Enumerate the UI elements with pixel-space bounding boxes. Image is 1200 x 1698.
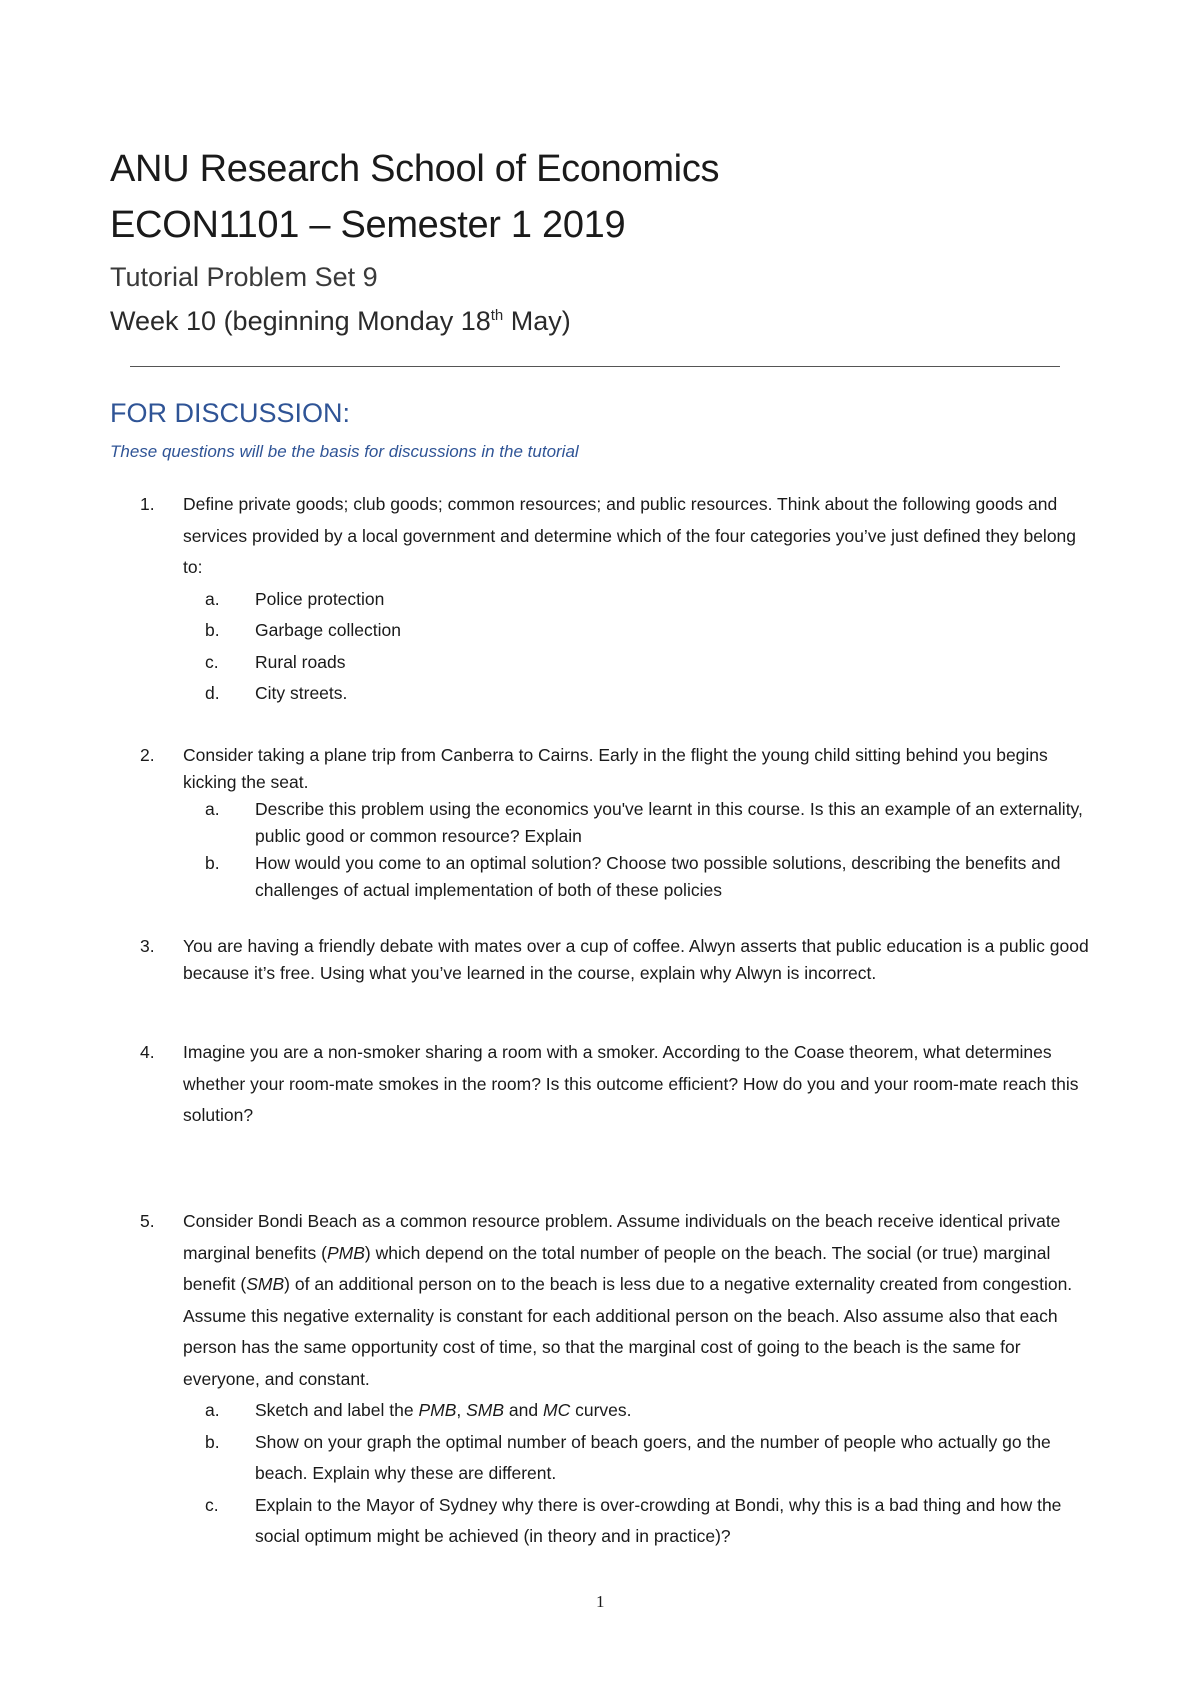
sub-text: How would you come to an optimal solution? Choose two possible solutions, describing the benefits and challenges of actual implementation of both of these policies — [255, 853, 1061, 900]
list-item — [183, 678, 1100, 710]
question-1 — [140, 489, 1100, 710]
sub-letter: c. — [205, 1494, 219, 1515]
question-number: 5. — [140, 1211, 155, 1231]
question-text — [183, 1206, 1100, 1395]
question-text-part: Consider Bondi Beach as a common resource problem. Assume individuals on the beach receive identical private marginal benefits ( — [183, 1211, 1061, 1263]
smb-term: SMB — [466, 1400, 505, 1420]
list-item — [183, 1427, 1100, 1490]
pmb-term: PMB — [418, 1400, 457, 1420]
sub-letter: c. — [205, 651, 219, 672]
sub-letter: b. — [205, 1431, 220, 1452]
sub-text: , — [456, 1400, 467, 1420]
question-4 — [140, 1037, 1100, 1132]
question-2 — [140, 742, 1100, 904]
question-text-part: ) which depend on the total number of people on the beach. The social (or true) marginal benefit ( — [183, 1242, 1051, 1294]
header-divider — [130, 366, 1060, 367]
sub-letter: b. — [205, 620, 220, 640]
sub-text: curves. — [570, 1400, 632, 1420]
sub-question-list — [183, 584, 1100, 710]
question-text: Define private goods; club goods; common resources; and public resources. Think about the following goods and services provided by a local government and determine which of the four categories you’ve just defined they belong to: — [183, 494, 1077, 577]
question-text-part: ) of an additional person on to the beach is less due to a negative externality created from congestion. Assume this negative externality is constant for each additional person on the beach. Also assume also that each person has the same opportunity cost of time, so that the marginal cost of going to the beach is the same for everyone, and constant. — [183, 1274, 1073, 1389]
sub-question-list — [183, 1395, 1100, 1553]
sub-text: Describe this problem using the economics you've learnt in this course. Is this an example of an externality, public good or common resource? Explain — [255, 799, 1083, 846]
list-item — [183, 584, 1100, 616]
sub-letter: b. — [205, 853, 220, 873]
question-text: You are having a friendly debate with mates over a cup of coffee. Alwyn asserts that public education is a public good because it’s free. Using what you’ve learned in the course, explain why Alwyn is incorrect. — [183, 936, 1089, 983]
pmb-term: PMB — [326, 1242, 365, 1263]
section-heading: FOR DISCUSSION: — [110, 398, 351, 428]
page-number: 1 — [596, 1592, 605, 1611]
sub-text: Explain to the Mayor of Sydney why there is over-crowding at Bondi, why this is a bad thing and how the social optimum might be achieved (in theory and in practice)? — [255, 1494, 1062, 1546]
problem-set-title: Tutorial Problem Set 9 — [110, 262, 378, 292]
question-text: Consider taking a plane trip from Canberra to Cairns. Early in the flight the young child sitting behind you begins kicking the seat. — [183, 745, 1048, 792]
week-suffix: May) — [503, 306, 571, 336]
sub-letter: a. — [205, 588, 220, 609]
sub-letter: a. — [205, 799, 220, 819]
week-superscript: th — [490, 307, 504, 324]
list-item — [183, 1395, 1100, 1427]
course-title: ECON1101 – Semester 1 2019 — [110, 204, 626, 246]
question-text: Imagine you are a non-smoker sharing a room with a smoker. According to the Coase theorem, what determines whether your room-mate smokes in the room? Is this outcome efficient? How do you and your room-mate reach this solution? — [183, 1042, 1079, 1125]
sub-question-list — [183, 796, 1100, 904]
list-item — [183, 850, 1100, 904]
question-number: 2. — [140, 745, 155, 765]
sub-text: Police protection — [255, 588, 385, 609]
sub-letter: a. — [205, 1400, 220, 1420]
question-number: 4. — [140, 1042, 155, 1062]
list-item — [183, 615, 1100, 647]
sub-text: Rural roads — [255, 651, 346, 672]
question-number: 1. — [140, 494, 155, 514]
section-subheading: These questions will be the basis for discussions in the tutorial — [110, 442, 579, 461]
question-5 — [140, 1206, 1100, 1553]
sub-letter: d. — [205, 683, 220, 703]
question-3 — [140, 933, 1100, 987]
sub-text: Show on your graph the optimal number of beach goers, and the number of people who actually go the beach. Explain why these are different. — [255, 1431, 1051, 1483]
sub-text: and — [504, 1400, 543, 1420]
sub-text: Garbage collection — [255, 620, 401, 640]
institution-title: ANU Research School of Economics — [110, 148, 720, 190]
question-number: 3. — [140, 936, 155, 956]
week-prefix: Week 10 (beginning Monday 18 — [110, 306, 491, 336]
list-item — [183, 796, 1100, 850]
sub-text: Sketch and label the — [255, 1400, 419, 1420]
smb-term: SMB — [246, 1274, 285, 1294]
mc-term: MC — [543, 1400, 571, 1420]
sub-text: City streets. — [255, 683, 348, 703]
list-item — [183, 1490, 1100, 1553]
list-item — [183, 647, 1100, 679]
week-line — [110, 306, 571, 337]
